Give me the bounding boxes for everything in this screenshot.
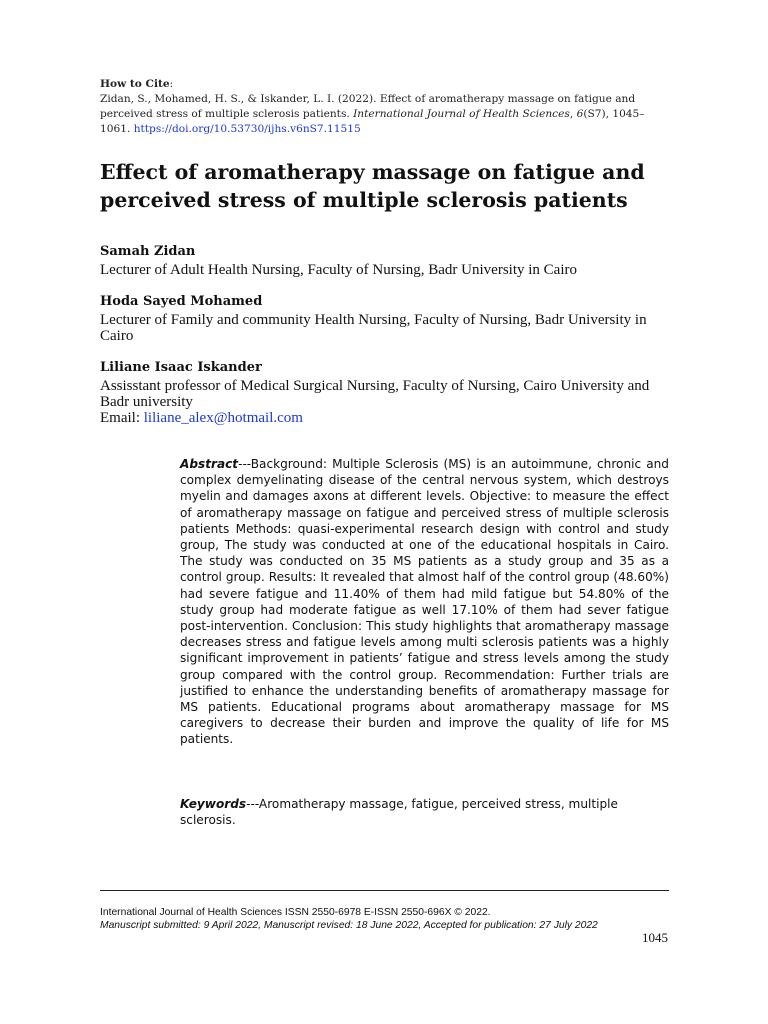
doi-link[interactable]: https://doi.org/10.53730/ijhs.v6nS7.11515 [133, 123, 361, 135]
author-affiliation: Lecturer of Family and community Health Nursing, Faculty of Nursing, Badr University in Cairo [100, 312, 647, 344]
citation-journal: International Journal of Health Sciences [353, 108, 570, 120]
how-to-cite-heading: How to Cite [100, 78, 170, 90]
author-1 [100, 244, 670, 278]
author-3 [100, 360, 670, 426]
page-footer [100, 906, 660, 932]
keywords [180, 796, 669, 828]
manuscript-dates: Manuscript submitted: 9 April 2022, Manuscript revised: 18 June 2022, Accepted for publication: 27 July 2022 [100, 920, 598, 931]
keywords-text: ---Aromatherapy massage, fatigue, perceived stress, multiple sclerosis. [180, 797, 618, 828]
authors-block [100, 244, 670, 442]
abstract-label: Abstract [180, 457, 239, 471]
author-name: Samah Zidan [100, 244, 196, 259]
abstract-text: ---Background: Multiple Sclerosis (MS) is an autoimmune, chronic and complex demyelinating disease of the central nervous system, which destroys myelin and damages axons at different levels. Objective: to measure the effect of aromatherapy massage on fatigue and perceived stress of multiple sclerosis patients Methods: quasi-experimental research design with control and study group, The study was conducted at one of the educational hospitals in Cairo. The study was conducted on 35 MS patients as a study group and 35 as a control group. Results: It revealed that almost half of the control group (48.60%) had severe fatigue and 11.40% of them had mild fatigue but 54.80% of the study group had moderate fatigue as well 17.10% of them had sever fatigue post-intervention. Conclusion: This study highlights that aromatherapy massage decreases stress and fatigue levels among multi sclerosis patients was a highly significant improvement in patients’ fatigue and stress levels among the study group compared with the control group. Recommendation: Further trials are justified to enhance the understanding benefits of aromatherapy massage for MS patients. Educational programs about aromatherapy massage for MS caregivers to decrease their burden and improve the quality of life for MS patients. [180, 457, 669, 747]
keywords-label: Keywords [180, 797, 247, 811]
paper-title: Effect of aromatherapy massage on fatigue and perceived stress of multiple sclerosis patients [100, 160, 645, 212]
email-link[interactable]: liliane_alex@hotmail.com [143, 410, 303, 426]
author-name: Hoda Sayed Mohamed [100, 294, 263, 309]
author-email [100, 410, 670, 426]
author-name: Liliane Isaac Iskander [100, 360, 262, 375]
citation-text: Zidan, S., Mohamed, H. S., & Iskander, L. I. (2022). Effect of aromatherapy massage on fatigue and perceived stress of multiple sclerosis patients. International Journal of Health Sciences, 6(S7), 1045–1061. https://doi.org/10.53730/ijhs.v6nS7.11515 [100, 93, 645, 135]
abstract [180, 456, 669, 748]
footer-divider [100, 890, 669, 891]
author-affiliation: Lecturer of Adult Health Nursing, Faculty of Nursing, Badr University in Cairo [100, 262, 577, 278]
how-to-cite: How to Cite: Zidan, S., Mohamed, H. S., & Iskander, L. I. (2022). Effect of aromatherapy massage on fatigue and perceived stress of multiple sclerosis patients. International Journal of Health Sciences, 6(S7), 1045–1061. https://doi.org/10.53730/ijhs.v6nS7.11515 [100, 77, 660, 137]
citation-volume: 6 [576, 108, 584, 120]
journal-issn-line: International Journal of Health Sciences ISSN 2550-6978 E-ISSN 2550-696X © 2022. [100, 907, 491, 918]
author-2 [100, 294, 670, 344]
author-affiliation: Assisstant professor of Medical Surgical Nursing, Faculty of Nursing, Cairo University and Badr university [100, 378, 650, 410]
page-number: 1045 [642, 930, 668, 945]
email-label: Email: [100, 410, 144, 426]
